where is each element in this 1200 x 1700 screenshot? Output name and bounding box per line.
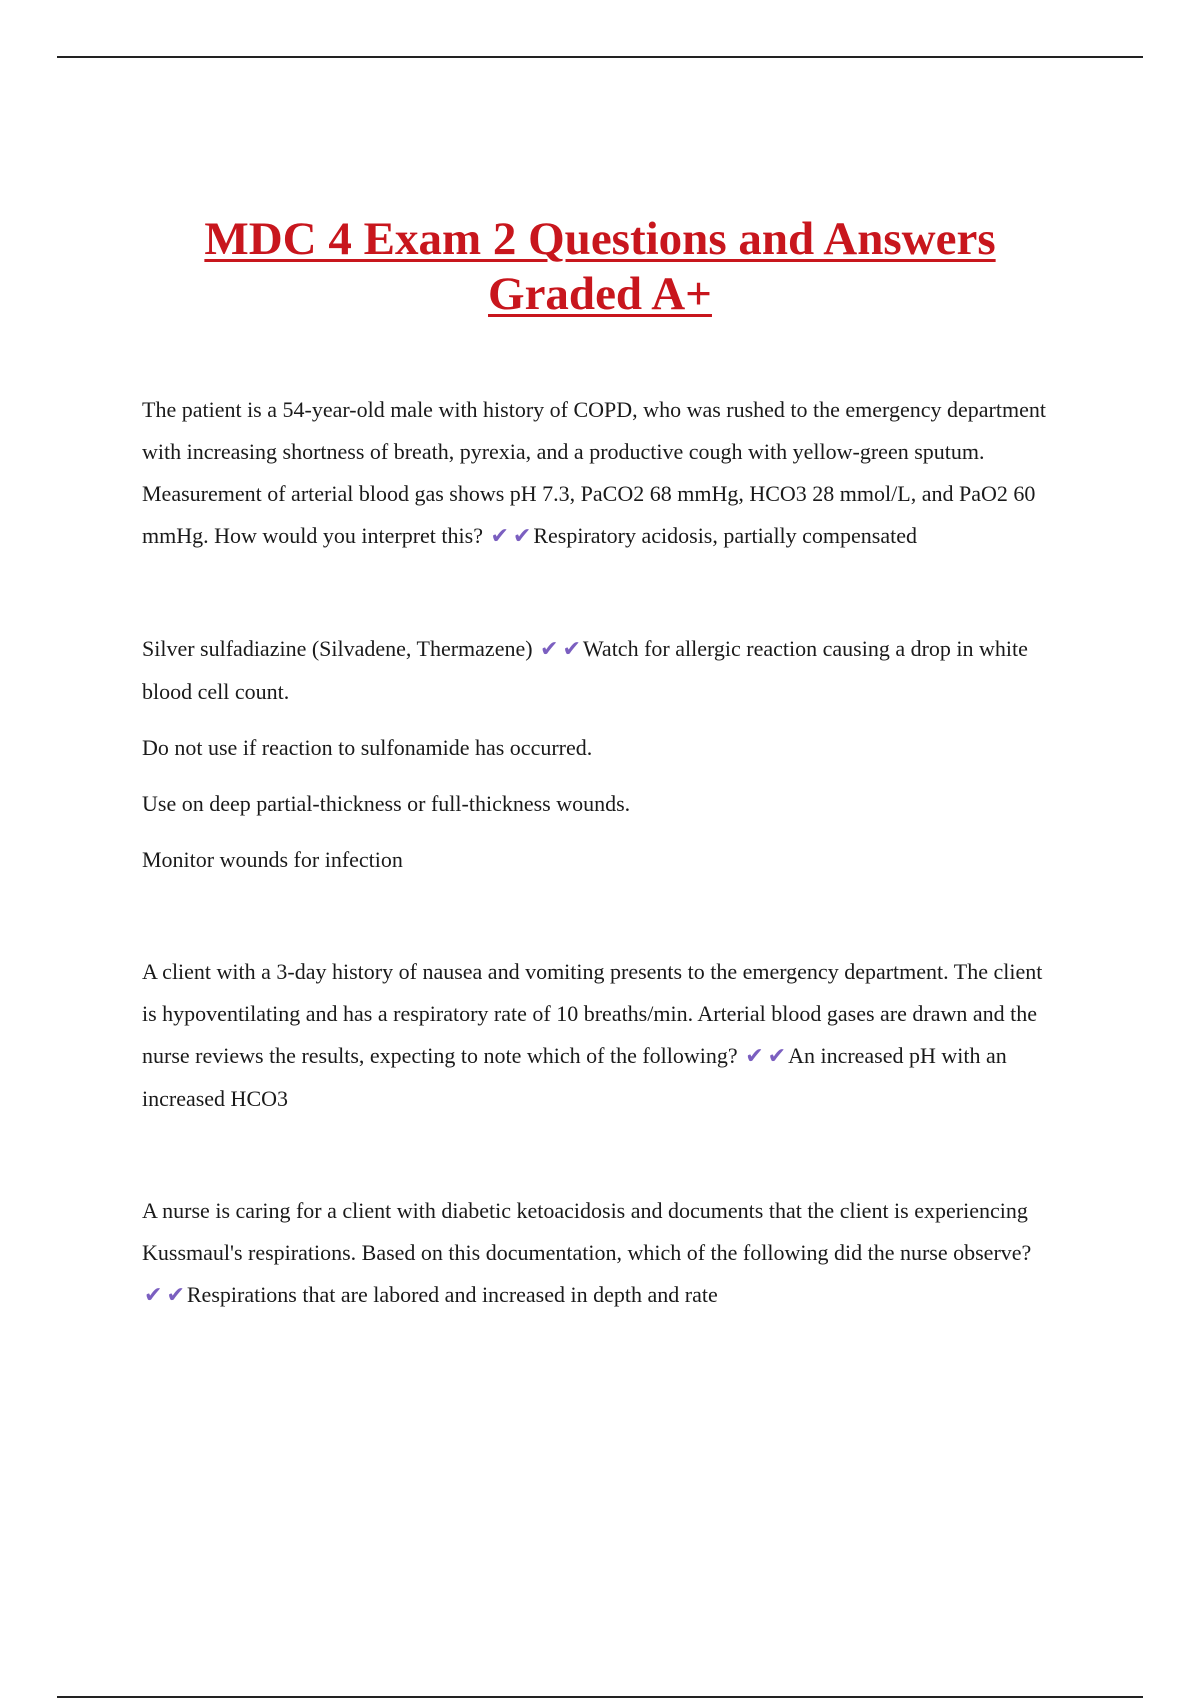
qa-item-4 <box>142 1190 1057 1317</box>
checkmark-icon: ✔ <box>540 637 559 662</box>
answer-extra-line: Use on deep partial-thickness or full-thickness wounds. <box>142 791 631 816</box>
top-rule <box>57 56 1143 58</box>
question-text: The patient is a 54-year-old male with history of COPD, who was rushed to the emergency department with increasing shortness of breath, pyrexia, and a productive cough with yellow-green sputum. Measurement of arterial blood gas shows pH 7.3, PaCO2 68 mmHg, HCO3 28 mmol/L, and PaO2 60 mmHg. How would you interpret this? <box>142 397 1046 548</box>
qa-item-1 <box>142 389 1057 558</box>
question-text: Silver sulfadiazine (Silvadene, Thermazene) <box>142 636 533 661</box>
checkmark-icon: ✔ <box>562 637 581 662</box>
document-title <box>0 212 1200 322</box>
answer-text: Respirations that are labored and increased in depth and rate <box>186 1282 718 1307</box>
checkmark-icon: ✔ <box>490 524 509 549</box>
question-text: A nurse is caring for a client with diabetic ketoacidosis and documents that the client is experiencing Kussmaul's respirations. Based on this documentation, which of the following did the nurse observe? <box>142 1198 1032 1265</box>
answer-extra-line: Monitor wounds for infection <box>142 847 403 872</box>
question-text: A client with a 3-day history of nausea and vomiting presents to the emergency department. The client is hypoventilating and has a respiratory rate of 10 breaths/min. Arterial blood gases are drawn and the nurse reviews the results, expecting to note which of the following? <box>142 959 1043 1068</box>
qa-content <box>142 389 1057 1387</box>
bottom-rule <box>57 1696 1143 1698</box>
checkmark-icon: ✔ <box>512 524 532 549</box>
answer-text: An increased pH with an increased HCO3 <box>142 1043 1007 1111</box>
checkmark-icon: ✔ <box>767 1044 787 1069</box>
answer-text: Watch for allergic reaction causing a drop in white blood cell count. <box>142 636 1028 704</box>
checkmark-icon: ✔ <box>745 1044 764 1069</box>
answer-text: Respiratory acidosis, partially compensated <box>533 523 918 548</box>
title-line-2: Graded A+ <box>488 268 712 320</box>
answer-extra-line: Do not use if reaction to sulfonamide has occurred. <box>142 735 593 760</box>
checkmark-icon: ✔ <box>144 1283 163 1308</box>
title-line-1: MDC 4 Exam 2 Questions and Answers <box>204 213 996 265</box>
qa-item-3 <box>142 951 1057 1120</box>
checkmark-icon: ✔ <box>166 1283 185 1308</box>
qa-item-2 <box>142 628 1057 713</box>
